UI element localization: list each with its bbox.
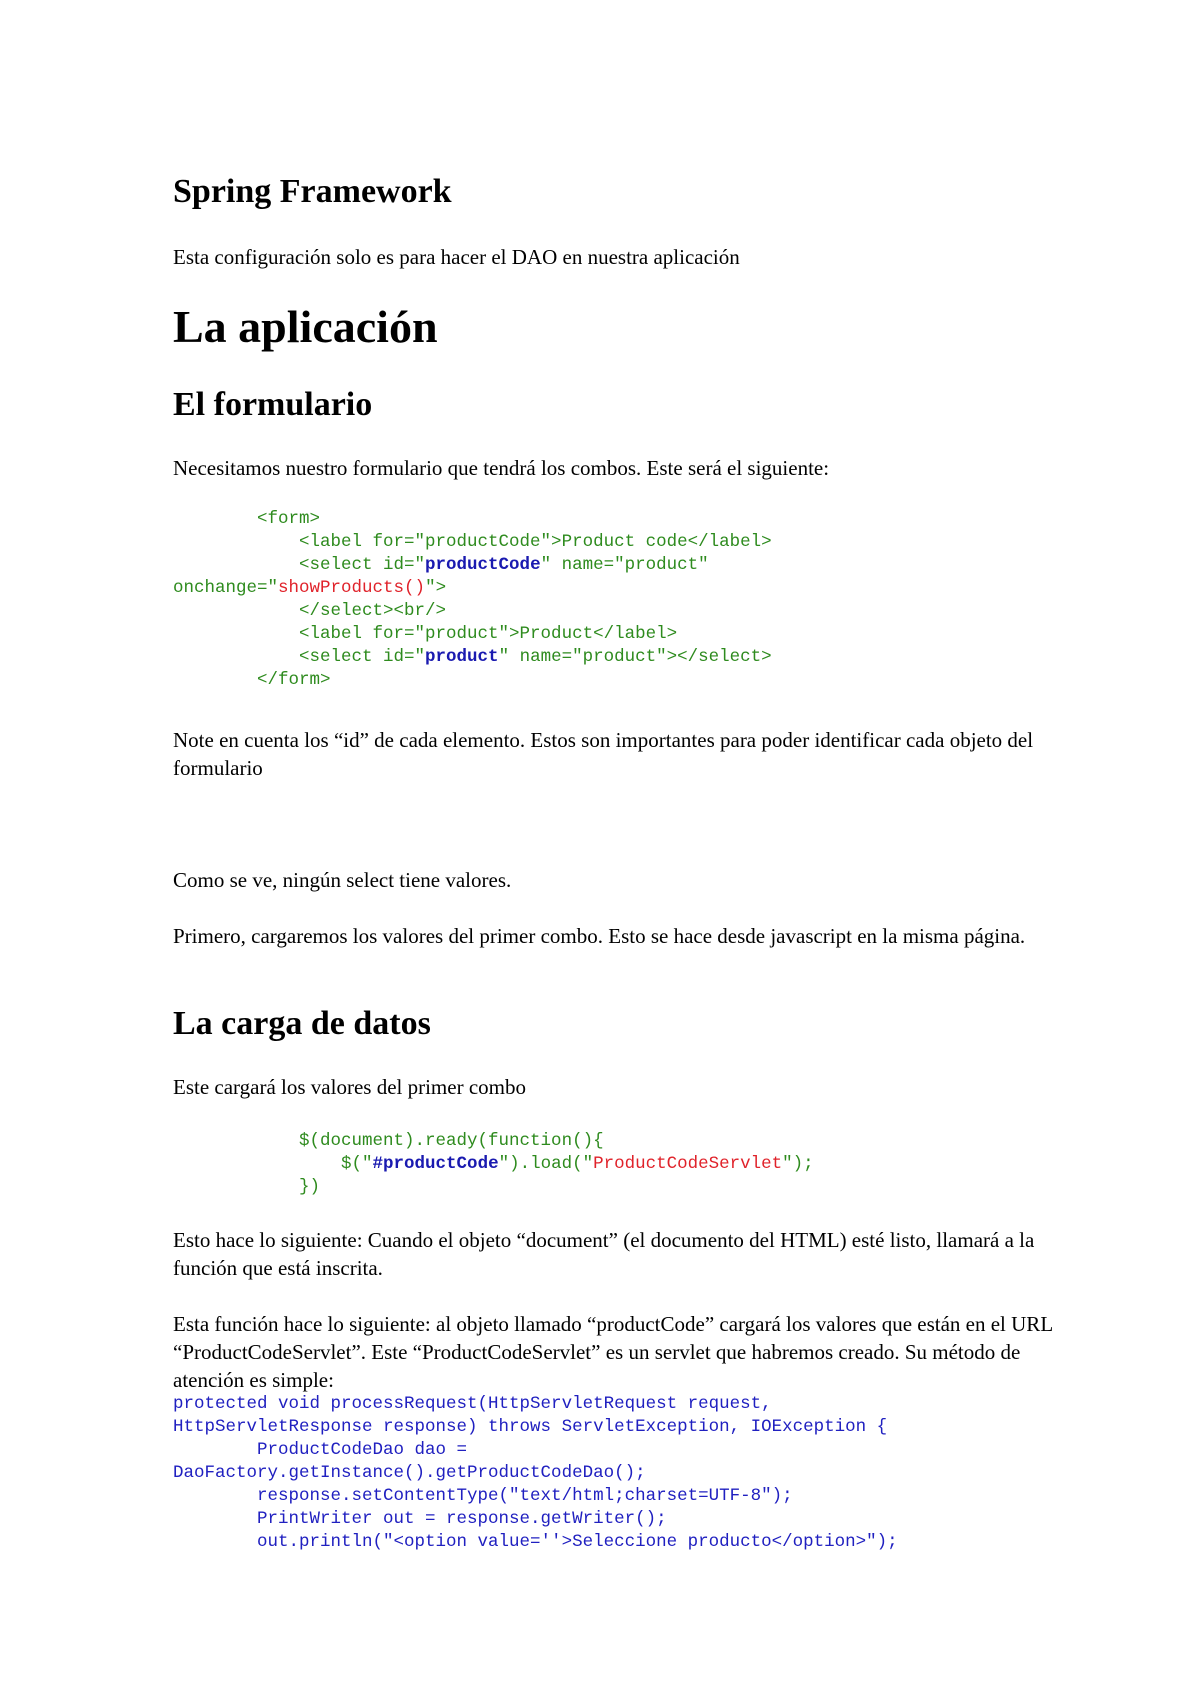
paragraph-note: Note en cuenta los “id” de cada elemento. Estos son importantes para poder identificar cada objeto del formulario <box>173 728 1034 780</box>
heading-la-aplicacion: La aplicación <box>173 301 438 352</box>
code-line: PrintWriter out = response.getWriter(); <box>173 1509 667 1529</box>
code-line: onchange="showProducts()"> <box>173 578 447 598</box>
code-line: <label for="productCode">Product code</label> <box>173 532 772 552</box>
code-line: <select id="product" name="product"></select> <box>173 647 772 667</box>
heading-la-carga-de-datos: La carga de datos <box>173 1005 431 1042</box>
code-line: out.println("<option value=''>Seleccione producto</option>"); <box>173 1532 898 1552</box>
code-block-js <box>173 1130 1133 1199</box>
code-line: <select id="productCode" name="product" <box>173 555 709 575</box>
paragraph-como-se-ve: Como se ve, ningún select tiene valores. <box>173 868 512 892</box>
paragraph-necesitamos: Necesitamos nuestro formulario que tendrá los combos. Este será el siguiente: <box>173 456 830 480</box>
code-line: DaoFactory.getInstance().getProductCodeDao(); <box>173 1463 646 1483</box>
heading-spring-framework: Spring Framework <box>173 173 452 210</box>
heading-el-formulario: El formulario <box>173 386 373 423</box>
code-line: }) <box>173 1177 321 1197</box>
code-block-java <box>173 1393 1133 1554</box>
code-block-form <box>173 508 1133 692</box>
code-line: </form> <box>173 670 331 690</box>
code-line: $(document).ready(function(){ <box>173 1131 604 1151</box>
code-line: ProductCodeDao dao = <box>173 1440 468 1460</box>
code-line: response.setContentType("text/html;charset=UTF-8"); <box>173 1486 793 1506</box>
code-line: <form> <box>173 509 321 529</box>
paragraph-este-cargara: Este cargará los valores del primer combo <box>173 1075 526 1099</box>
paragraph-esta-funcion: Esta función hace lo siguiente: al objeto llamado “productCode” cargará los valores que están en el URL “ProductCodeServlet”. Este “ProductCodeServlet” es un servlet que habremos creado. Su método de atención es simple: <box>173 1312 1053 1392</box>
paragraph-esto-hace: Esto hace lo siguiente: Cuando el objeto “document” (el documento del HTML) esté listo, llamará a la función que está inscrita. <box>173 1228 1035 1280</box>
code-line: HttpServletResponse response) throws ServletException, IOException { <box>173 1417 888 1437</box>
paragraph-primero: Primero, cargaremos los valores del primer combo. Esto se hace desde javascript en la misma página. <box>173 924 1026 948</box>
code-line: <label for="product">Product</label> <box>173 624 678 644</box>
code-line: protected void processRequest(HttpServletRequest request, <box>173 1394 772 1414</box>
code-line: </select><br/> <box>173 601 447 621</box>
paragraph-config: Esta configuración solo es para hacer el DAO en nuestra aplicación <box>173 245 740 269</box>
code-line: $("#productCode").load("ProductCodeServlet"); <box>173 1154 814 1174</box>
